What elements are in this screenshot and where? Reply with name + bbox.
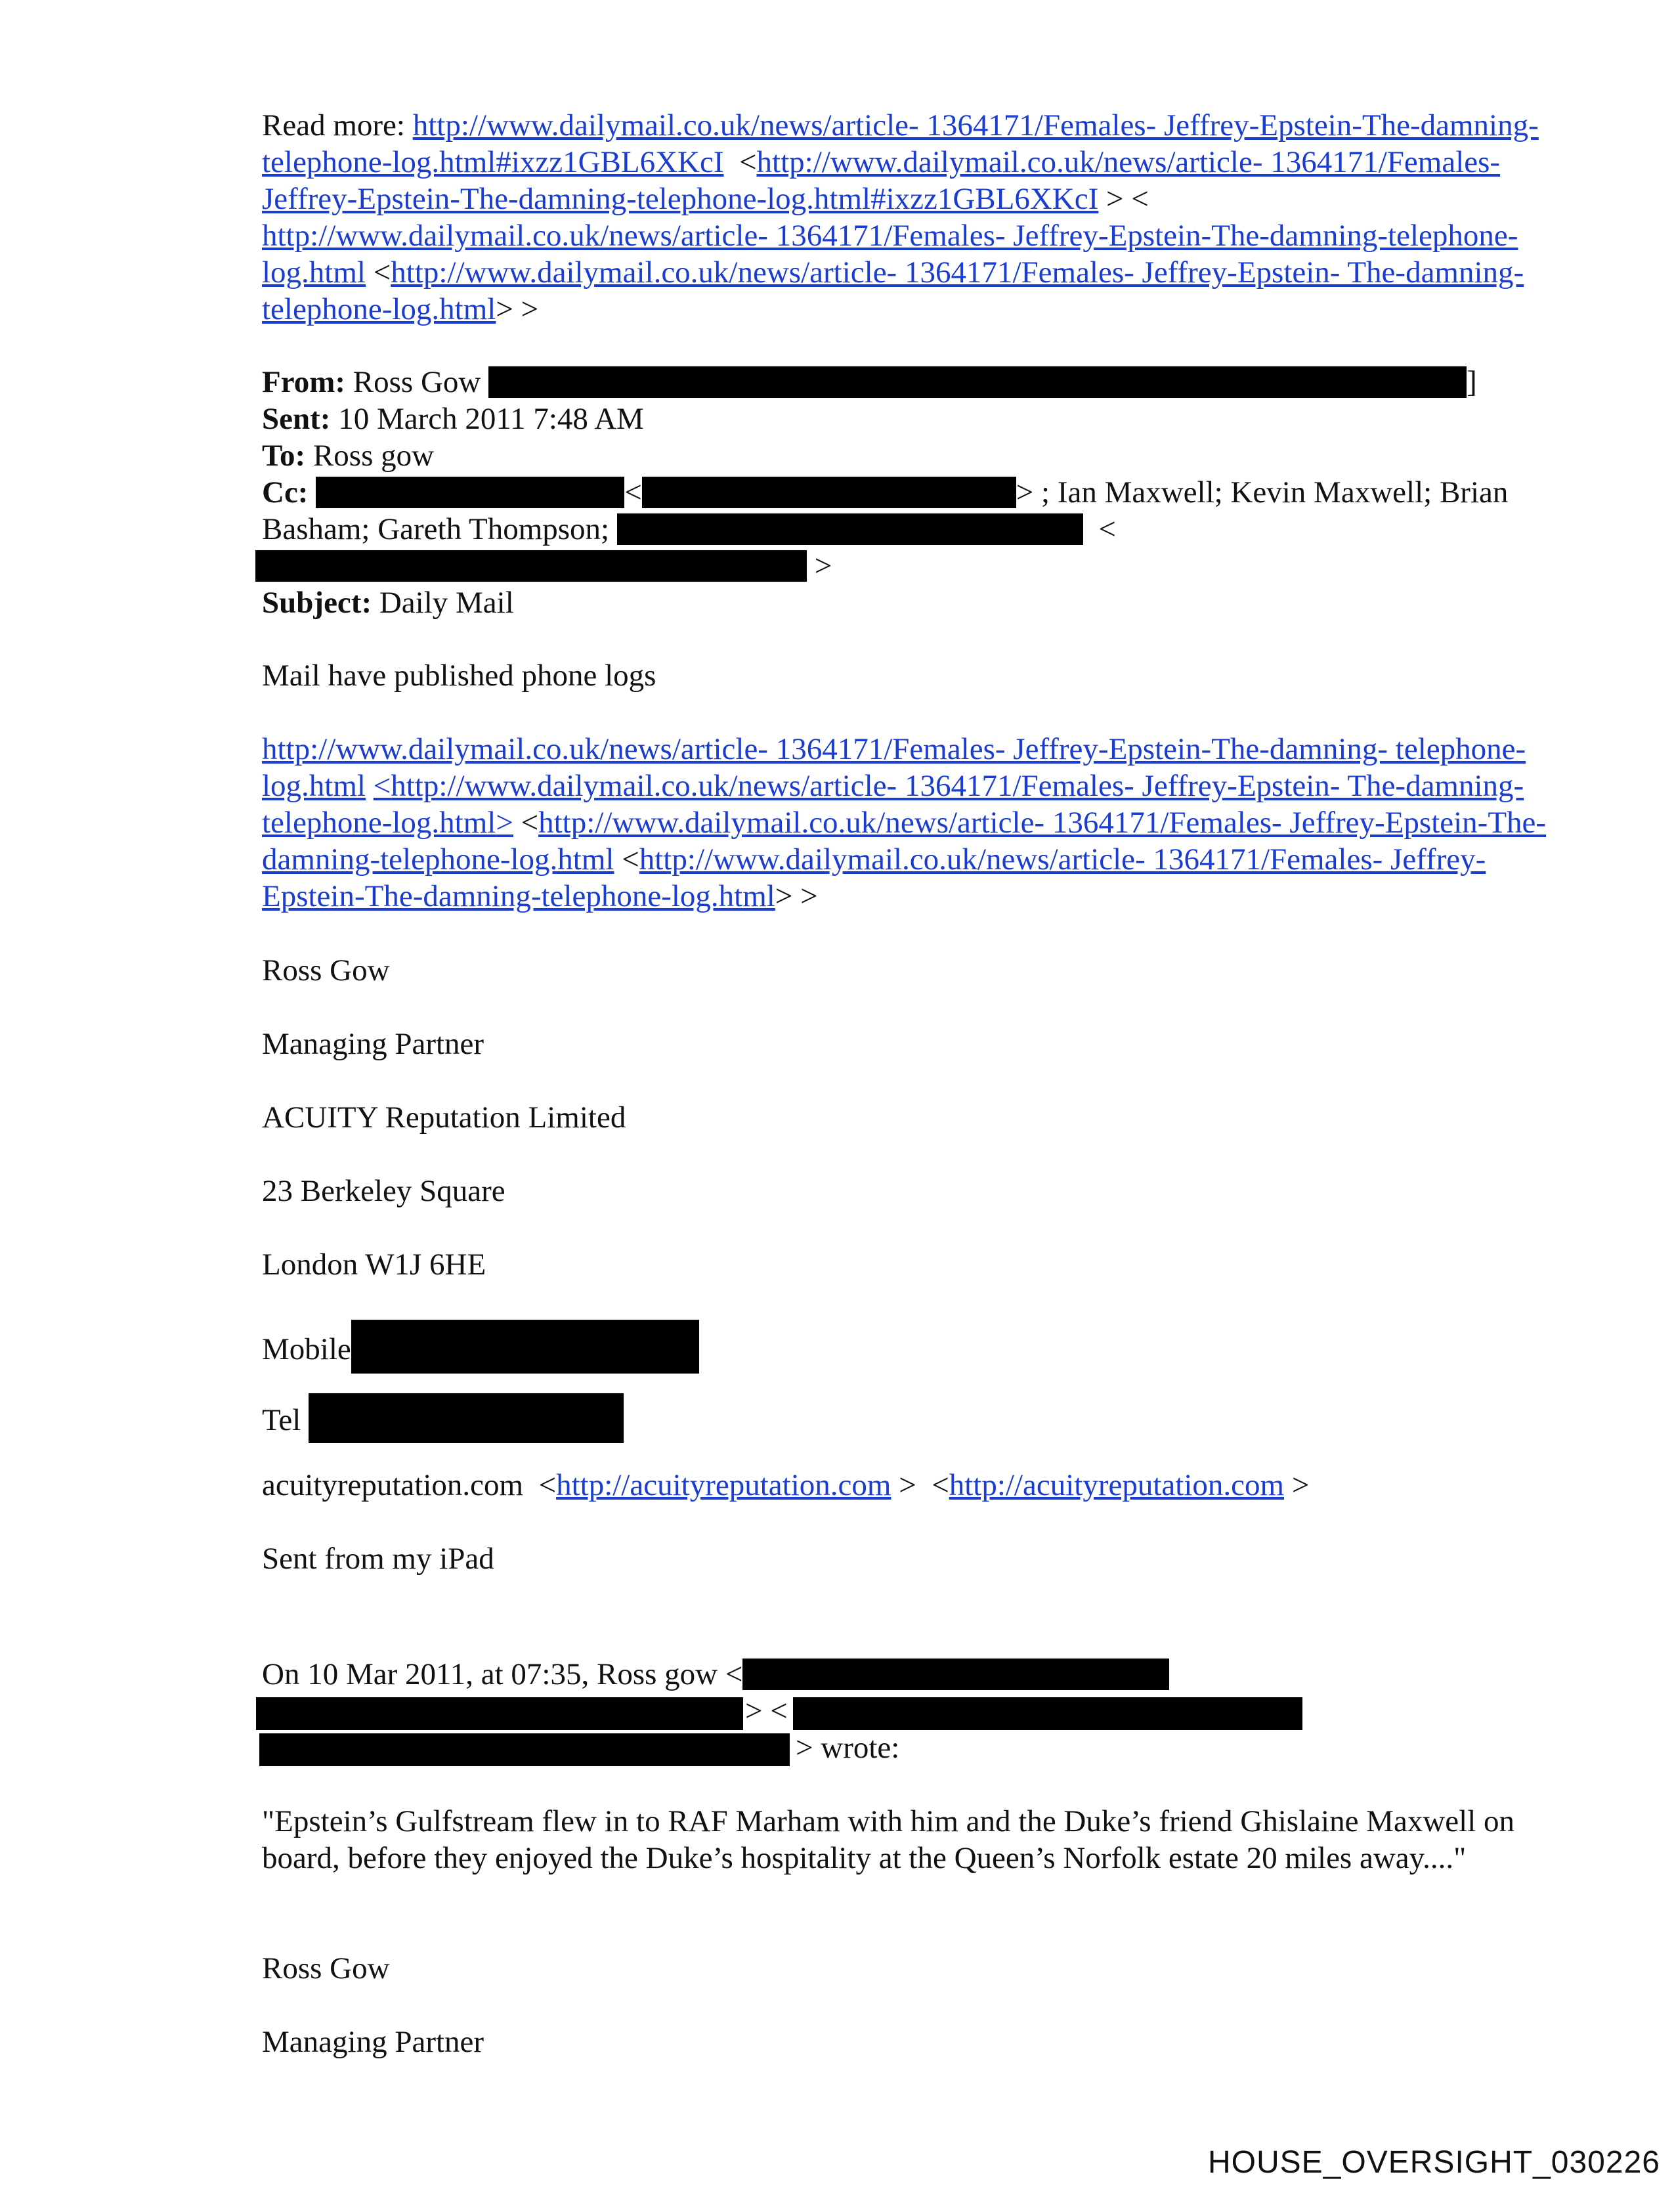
to-line [262, 437, 1568, 474]
quoted-text: "Epstein’s Gulfstream flew in to RAF Marham with him and the Duke’s friend Ghislaine Maxwell on board, before they enjoyed the Duke’s hospitality at the Queen’s Norfolk estate 20 miles away...." [262, 1804, 1514, 1875]
redaction-box [617, 513, 1083, 545]
redaction-box [316, 477, 624, 508]
subject-label: Subject: [262, 586, 372, 620]
website-link[interactable]: http://acuityreputation.com [949, 1468, 1285, 1502]
article-link[interactable]: http://www.dailymail.co.uk/news/article- 1364171/Females- Jeffrey-Epstein-The-damning-telephone-log.html [262, 806, 1547, 877]
quoted-title: Managing Partner [262, 2025, 484, 2059]
redaction-box [309, 1393, 624, 1443]
cc-label: Cc: [262, 475, 309, 510]
redaction-box [642, 477, 1016, 508]
bates-number: HOUSE_OVERSIGHT_030226 [1208, 2145, 1660, 2180]
tel-label: Tel [262, 1403, 301, 1437]
signature-title: Managing Partner [262, 1027, 484, 1061]
redaction-box [793, 1697, 1302, 1730]
email-header [262, 364, 1568, 621]
signature-address-2: London W1J 6HE [262, 1247, 486, 1282]
from-label: From: [262, 365, 346, 399]
redaction-box [255, 550, 807, 582]
quoted-name: Ross Gow [262, 1951, 390, 1985]
quoted-intro-line [262, 1656, 1568, 1693]
subject-line [262, 584, 1568, 621]
signature-company: ACUITY Reputation Limited [262, 1100, 626, 1135]
sent-value: 10 March 2011 7:48 AM [338, 402, 644, 436]
cc-line-3: > [255, 548, 1568, 584]
to-label: To: [262, 439, 306, 473]
website-text: acuityreputation.com [262, 1468, 524, 1502]
signature-name: Ross Gow [262, 953, 390, 987]
quoted-intro-cont: > < [745, 1694, 788, 1728]
from-line: From: Ross Gow ] [262, 365, 1477, 399]
to-value: Ross gow [312, 439, 435, 473]
sent-from: Sent from my iPad [262, 1542, 494, 1576]
sent-line [262, 401, 1568, 437]
read-more-paragraph: Read more: http://www.dailymail.co.uk/news/article- 1364171/Females- Jeffrey-Epstein-The-damning-telephone-log.html#ixzz1GBL6XKcI <http://www.dailymail.co.uk/news/article- 1364171/Females- Jeffrey-Epstein-The-damning-telephone-log.html#ixzz1GBL6XKcI > < http://www.dailymail.co.uk/news/article- 1364171/Females- Jeffrey-Epstein-The-damning-telephone-log.html <http://www.dailymail.co.uk/news/article- 1364171/Females- Jeffrey-Epstein- The-damning-telephone-log.html> > [262, 108, 1539, 326]
subject-value: Daily Mail [379, 586, 514, 620]
redaction-box [259, 1733, 790, 1766]
signature-address-1: 23 Berkeley Square [262, 1174, 505, 1208]
article-link[interactable]: http://www.dailymail.co.uk/news/article- 1364171/Females- Jeffrey-Epstein-The-damning-telephone-log.html#ixzz1GBL6XKcI [262, 108, 1539, 179]
body-links-paragraph: http://www.dailymail.co.uk/news/article- 1364171/Females- Jeffrey-Epstein-The-damning- telephone-log.html <http://www.dailymail.co.uk/news/article- 1364171/Females- Jeffrey-Epstein- The-damning-telephone-log.html> <http://www.dailymail.co.uk/news/article- 1364171/Females- Jeffrey-Epstein-The-damning-telephone-log.html <http://www.dailymail.co.uk/news/article- 1364171/Females- Jeffrey-Epstein-The-damning-telephone-log.html> > [262, 732, 1547, 913]
article-link[interactable]: http://www.dailymail.co.uk/news/article- 1364171/Females- Jeffrey-Epstein-The-damning-telephone-log.html#ixzz1GBL6XKcI [262, 145, 1501, 216]
cc-value: ; Ian Maxwell; Kevin Maxwell; Brian [1041, 475, 1509, 510]
cc-line-2: Basham; Gareth Thompson; < [262, 512, 1116, 546]
signature-website: acuityreputation.com <http://acuityreputation.com > <http://acuityreputation.com > [262, 1468, 1310, 1502]
article-link: < [373, 769, 391, 803]
redaction-box [742, 1659, 1169, 1690]
article-link[interactable]: http://www.dailymail.co.uk/news/article- 1364171/Females- Jeffrey-Epstein- The-damning-telephone-log.html [262, 255, 1524, 326]
signature-mobile [262, 1320, 1568, 1374]
sent-label: Sent: [262, 402, 331, 436]
article-link[interactable]: http://www.dailymail.co.uk/news/article- 1364171/Females- Jeffrey-Epstein- The-damning-telephone-log.html [262, 769, 1524, 840]
article-link[interactable]: http://www.dailymail.co.uk/news/article- 1364171/Females- Jeffrey-Epstein-The-damning-telephone-log.html [262, 842, 1486, 913]
redaction-box [351, 1320, 699, 1374]
cc-line: Cc: < > ; Ian Maxwell; Kevin Maxwell; Brian [262, 475, 1509, 510]
article-link[interactable]: http://www.dailymail.co.uk/news/article- 1364171/Females- Jeffrey-Epstein-The-damning-telephone-log.html [262, 219, 1518, 290]
from-value: Ross Gow [353, 365, 481, 399]
website-link[interactable]: http://acuityreputation.com [556, 1468, 891, 1502]
mobile-label: Mobile [262, 1332, 351, 1366]
cc-value: Basham; Gareth Thompson; [262, 512, 610, 546]
quoted-wrote: > wrote: [796, 1731, 900, 1765]
body-intro: Mail have published phone logs [262, 659, 656, 693]
article-link[interactable]: http://www.dailymail.co.uk/news/article- 1364171/Females- Jeffrey-Epstein-The-damning- telephone-log.html [262, 732, 1526, 803]
redaction-box [256, 1697, 743, 1730]
quoted-intro: On 10 Mar 2011, at 07:35, Ross gow < [262, 1657, 743, 1691]
signature-tel [262, 1393, 1568, 1443]
read-more-label: Read more: [262, 108, 405, 142]
redaction-box [488, 366, 1467, 398]
